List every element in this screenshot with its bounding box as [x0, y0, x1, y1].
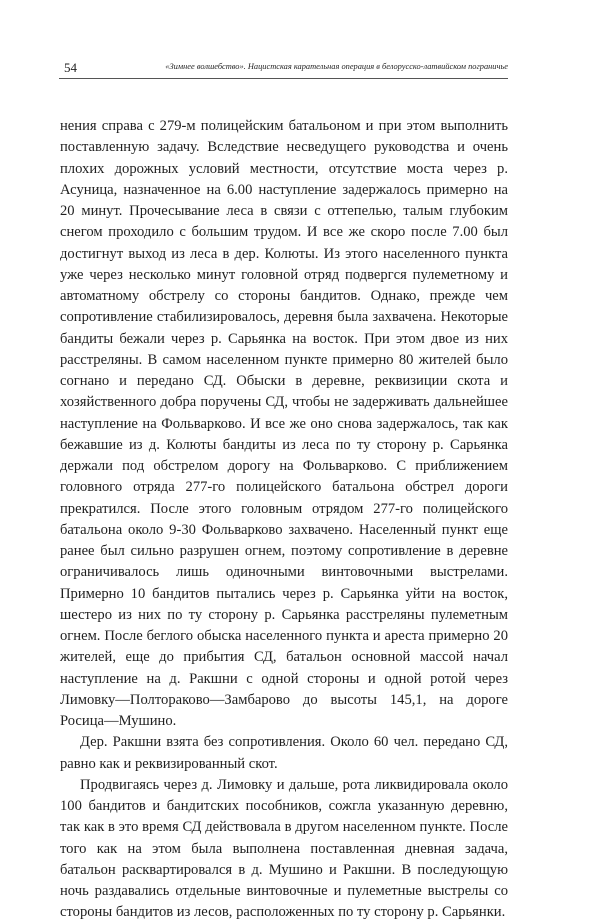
paragraph-limovka: Продвигаясь через д. Лимовку и дальше, рота ликвидировала около 100 бандитов и бандитских пособников, сожгла указанную деревню, так как в это время СД действовала в другом населенном пункте. После того как на этом была выполнена поставленная дневная задача, батальон расквартировался в д. Мушино и Ракшни. В последующую ночь раздавались отдельные винтовочные и пулеметные выстрелы со стороны бандитов из лесов, расположенных по ту сторону р. Сарьянки. — [60, 776, 508, 921]
header-rule — [59, 78, 508, 79]
page-number: 54 — [64, 60, 77, 75]
running-title: «Зимнее волшебство». Нацистская карательная операция в белорусско-латвийском пограничье — [165, 62, 508, 71]
paragraph-continued: нения справа с 279-м полицейским батальоном и при этом выполнить поставленную задачу. Вследствие несведущего руководства и очень плохих дорожных условий местности, отсутствие моста через р. Асуница, назначенное на 6.00 наступление задержалось примерно на 20 минут. Прочесывание леса в связи с оттепелью, талым глубоким снегом проходило с большим трудом. И все же скоро после 7.00 был достигнут выход из леса в дер. Колюты. Из этого населенного пункта уже через несколько минут головной отряд подвергся пулеметному и автоматному обстрелу со стороны бандитов. Однако, прежде чем сопротивление стабилизировалось, деревня была захвачена. Некоторые бандиты бежали через р. Сарьянка на восток. При этом двое из них расстреляны. В самом населенном пункте примерно 80 жителей было согнано и передано СД. Обыски в деревне, реквизиции скота и хозяйственного добра поручены СД, чтобы не задерживать дальнейшее наступление на Фольварково. И все же оно снова задержалось, так как бежавшие из д. Колюты бандиты из леса по ту сторону р. Сарьянка держали под обстрелом дорогу на Фольварково. С приближением головного отряда 277-го полицейского батальона обстрел дороги прекратился. После этого головным отрядом 277-го полицейского батальона около 9-30 Фольварково захвачено. Населенный пункт еще ранее был сильно разрушен огнем, поэтому сопротивление в деревне ограничивалось лишь одиночными винтовочными выстрелами. Примерно 10 бандитов пытались через р. Сарьянка уйти на восток, шестеро из них по ту сторону р. Сарьянка расстреляны пулеметным огнем. После беглого обыска населенного пункта и ареста примерно 20 жителей, еще до прибытия СД, батальон основной массой начал наступление на д. Ракшни с одной стороны и одной ротой через Лимовку—Полтораково—Замбарово до высоты 145,1, на дороге Росица—Мушино. — [60, 118, 508, 729]
body-text — [60, 116, 508, 924]
paragraph-rakshni: Дер. Ракшни взята без сопротивления. Около 60 чел. передано СД, равно как и реквизированный скот. — [60, 734, 508, 772]
running-header — [59, 59, 508, 77]
